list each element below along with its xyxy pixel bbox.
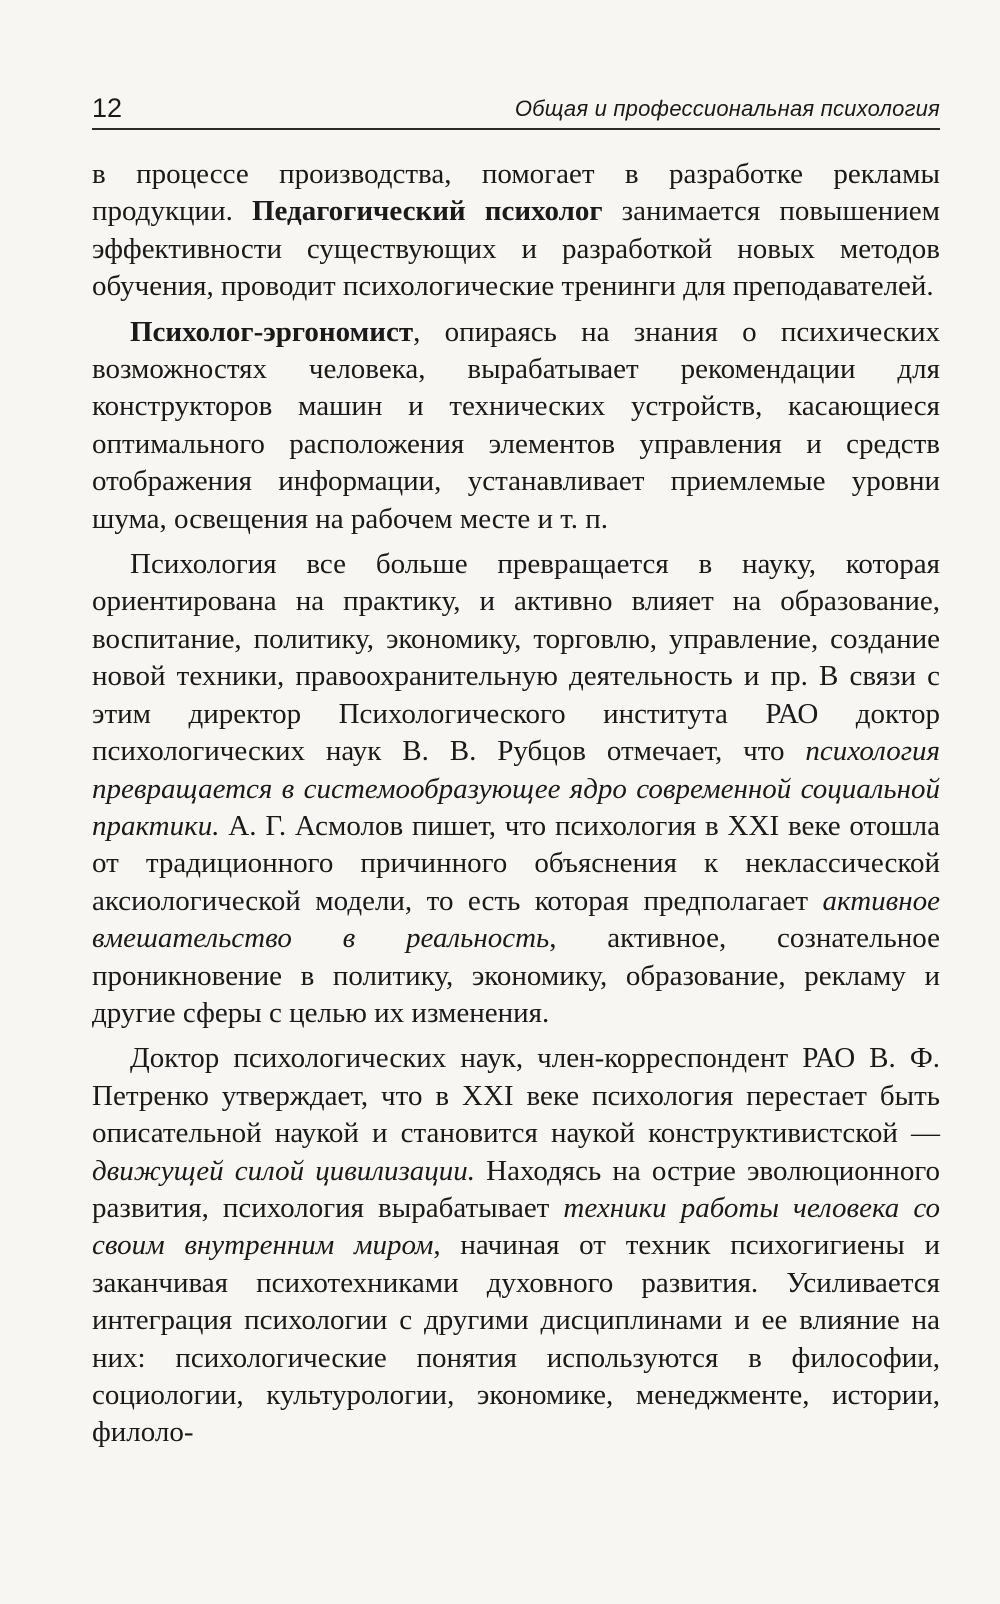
paragraph-segment: А. Г. Асмолов пишет, что психология в XXI веке отошла от традиционного причинного объяснения к неклассической аксиологической модели, то есть которая предполагает xyxy=(92,809,940,917)
paragraph-segment: занимается повышением эффективности существующих и разработкой новых методов обучения, проводит психологические тренинги для преподавателей. xyxy=(92,195,940,303)
running-header-title: Общая и профессиональная психология xyxy=(514,96,940,121)
emphasis-quote: движущей силой цивилизации. xyxy=(92,1154,476,1187)
paragraph-segment: Психология все больше превращается в науку, которая ориентирована на практику, и активно влияет на образование, воспитание, политику, экономику, торговлю, управление, создание новой техники, правоохранительную деятельность и пр. В связи с этим директор Психологического института РАО доктор психологических наук В. В. Рубцов отмечает, что xyxy=(92,548,940,768)
paragraph-segment: в процессе производства, помогает в разработке рекламы продукции. xyxy=(92,158,940,228)
term-pedagogical-psychologist: Педагогический психолог xyxy=(252,195,603,228)
page-number: 12 xyxy=(92,93,123,123)
paragraph-segment: , опираясь на знания о психических возможностях человека, вырабатывает рекомендации для конструкторов машин и технических устройств, касающиеся оптимального расположения элементов управления и средств отображения информации, устанавливает приемлемые уровни шума, освещения на рабочем месте и т. п. xyxy=(92,315,940,535)
paragraph-segment: , начиная от техник психогигиены и заканчивая психотехниками духовного развития. Усиливается интеграция психологии с другими дисциплинами и ее влияние на них: психологические понятия используются в философии, социологии, культурологии, экономике, менеджменте, истории, филоло- xyxy=(92,1229,940,1449)
paragraph-segment: , активное, сознательное проникновение в политику, экономику, образование, рекламу и другие сферы с целью их изменения. xyxy=(92,922,940,1029)
paragraph-segment: Находясь на острие эволюционного развития, психология вырабатывает xyxy=(92,1154,940,1224)
paragraph-3 xyxy=(92,546,940,1032)
emphasis-quote: психология превращается в системообразующее ядро современной социальной практики. xyxy=(92,735,940,842)
emphasis-quote: активное вмешательство в реальность xyxy=(92,884,940,955)
paragraph-segment: Доктор психологических наук, член-корреспондент РАО В. Ф. Петренко утверждает, что в XXI веке психология перестает быть описательной наукой и становится наукой конструктивистской — xyxy=(92,1042,940,1150)
term-ergonomist: Психолог-эргономист xyxy=(130,315,414,348)
running-header xyxy=(92,86,940,130)
paragraph-1 xyxy=(92,156,940,306)
body-text xyxy=(92,156,940,1452)
emphasis-quote: техники работы человека со своим внутренним миром xyxy=(92,1191,941,1262)
paragraph-2 xyxy=(92,314,940,538)
paragraph-4 xyxy=(92,1040,940,1451)
